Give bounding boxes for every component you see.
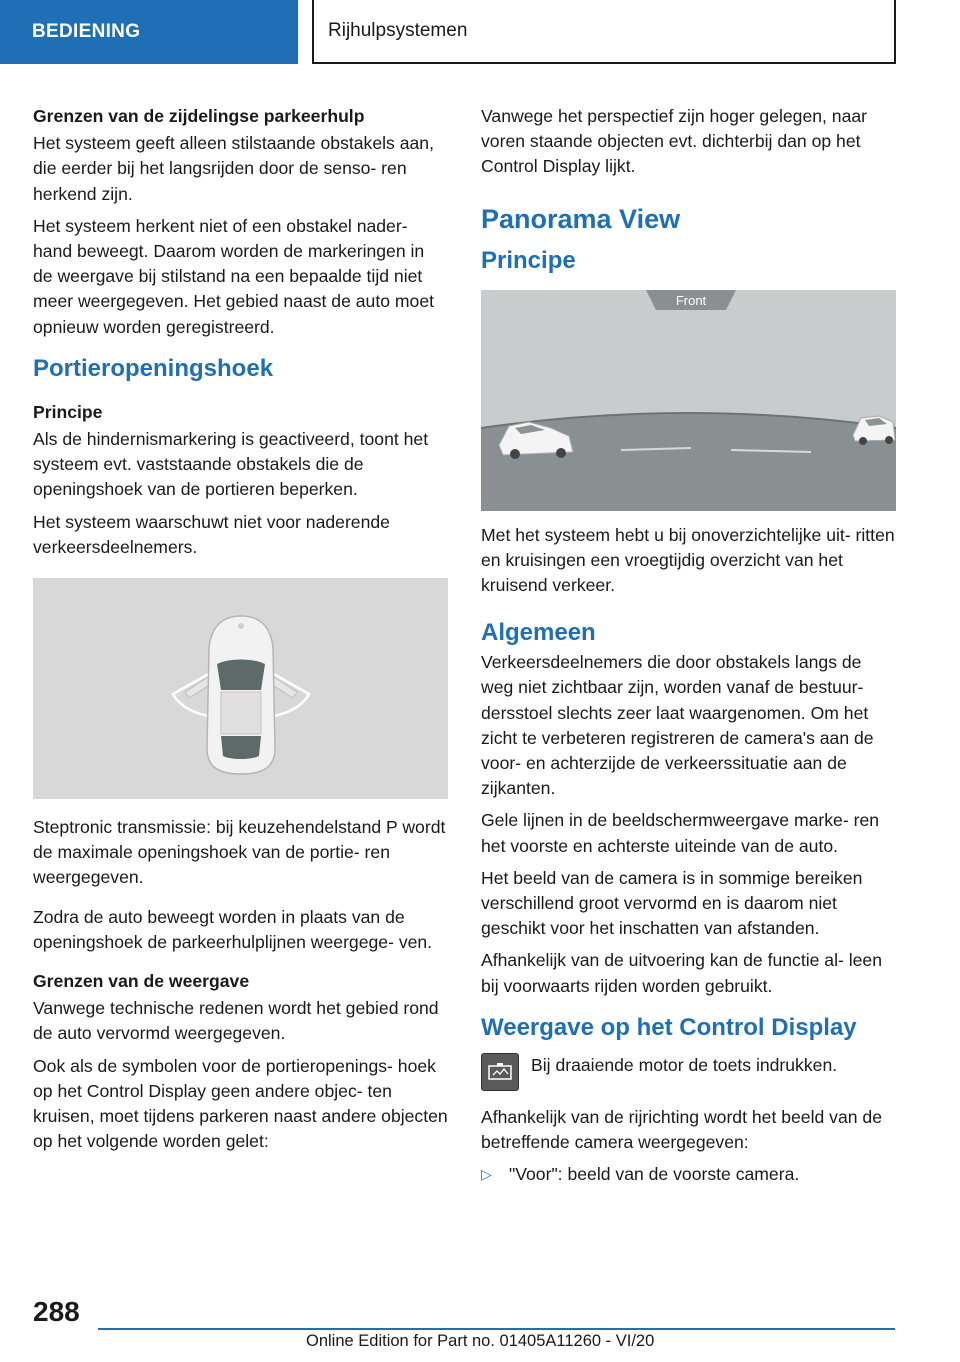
camera-button-icon [481,1053,519,1091]
door-angle-heading: Portieropeningshoek [33,354,274,382]
steptronic-paragraph: Steptronic transmissie: bij keuzehendelstand P wordt de maximale openingshoek van de portie‐ ren weergegeven. [33,817,446,888]
car-top-view-icon [33,578,448,799]
direction-paragraph: Afhankelijk van de rijrichting wordt het beeld van de betreffende camera weergegeven: [481,1106,882,1153]
front-label: Front [675,292,707,308]
bullet-text: "Voor": beeld van de voorste camera. [509,1164,800,1185]
panorama-principle-heading: Principe [481,246,576,274]
general-paragraph-4: Afhankelijk van de uitvoering kan de functie al‐ leen bij voorwaarts rijden worden gebruikt. [481,950,882,996]
bullet-triangle-icon: ▷ [481,1166,492,1183]
door-angle-illustration [33,578,448,799]
control-display-heading: Weergave op het Control Display [481,1013,857,1041]
page-number: 288 [33,1296,80,1327]
header-section: BEDIENING [0,0,298,64]
panorama-heading: Panorama View [481,203,681,234]
bullet-item [481,1162,896,1187]
general-paragraph-3: Het beeld van de camera is in sommige bereiken verschillend groot vervormd en is daarom niet geschikt voor het inschatten van afstanden. [481,867,863,939]
perspective-paragraph: Vanwege het perspectief zijn hoger gelegen, naar voren staande objecten evt. dichterbij dan op het Control Display lijkt. [481,106,868,177]
limits-paragraph-2: Het systeem herkent niet of een obstakel nader‐ hand beweegt. Daarom worden de markeringen in de weergave bij stilstand na een bepaalde tijd niet meer weergegeven. Het gebied naast de auto moet opnieuw worden geregistreerd. [33,215,435,337]
moving-paragraph: Zodra de auto beweegt worden in plaats van de openingshoek de parkeerhulplijnen weergege‐ ven. [33,906,433,952]
display-limits-heading: Grenzen van de weergave [33,971,250,992]
panorama-paragraph: Met het systeem hebt u bij onoverzichtelijke uit‐ ritten en kruisingen een vroegtijdig overzicht van het kruisend verkeer. [481,524,895,596]
principle-paragraph-2: Het systeem waarschuwt niet voor naderende verkeersdeelnemers. [33,511,390,557]
limits-paragraph-1: Het systeem geeft alleen stilstaande obstakels aan, die eerder bij het langsrijden door de senso‐ ren herkend zijn. [33,133,434,204]
panorama-view-illustration [481,290,896,511]
footer-divider [98,1328,895,1330]
principle-paragraph-1: Als de hindernismarkering is geactiveerd, toont het systeem evt. vaststaande obstakels die de openingshoek van de portieren beperken. [33,429,429,500]
principle-heading: Principe [33,401,103,422]
limits-heading: Grenzen van de zijdelingse parkeerhulp [33,106,365,126]
left-column [33,104,448,1161]
general-paragraph-1: Verkeersdeelnemers die door obstakels langs de weg niet zichtbaar zijn, worden vanaf de bestuur‐ dersstoel slechts zeer laat waargenomen. Om het zicht te verbeteren registreren de camera's aan de voor- en achterzijde de verkeerssituatie aan de zijkanten. [481,652,874,799]
panorama-camera-image [481,290,896,511]
right-column [481,104,896,1187]
general-heading: Algemeen [481,619,596,647]
general-paragraph-2: Gele lijnen in de beeldschermweergave marke‐ ren het voorste en achterste uiteinde van de auto. [481,810,880,856]
display-limits-paragraph-1: Vanwege technische redenen wordt het gebied rond de auto vervormd weergegeven. [33,998,439,1044]
button-instruction-text: Bij draaiende motor de toets indrukken. [531,1054,838,1075]
button-instruction [481,1053,896,1091]
footer-edition: Online Edition for Part no. 01405A11260 - VI/20 [306,1332,655,1350]
header-chapter: Rijhulpsystemen [312,0,896,64]
display-limits-paragraph-2: Ook als de symbolen voor de portieropenings‐ hoek op het Control Display geen andere objec‐ ten kruisen, moet tijdens parkeren naast andere objecten op het volgende worden gelet: [33,1055,448,1152]
